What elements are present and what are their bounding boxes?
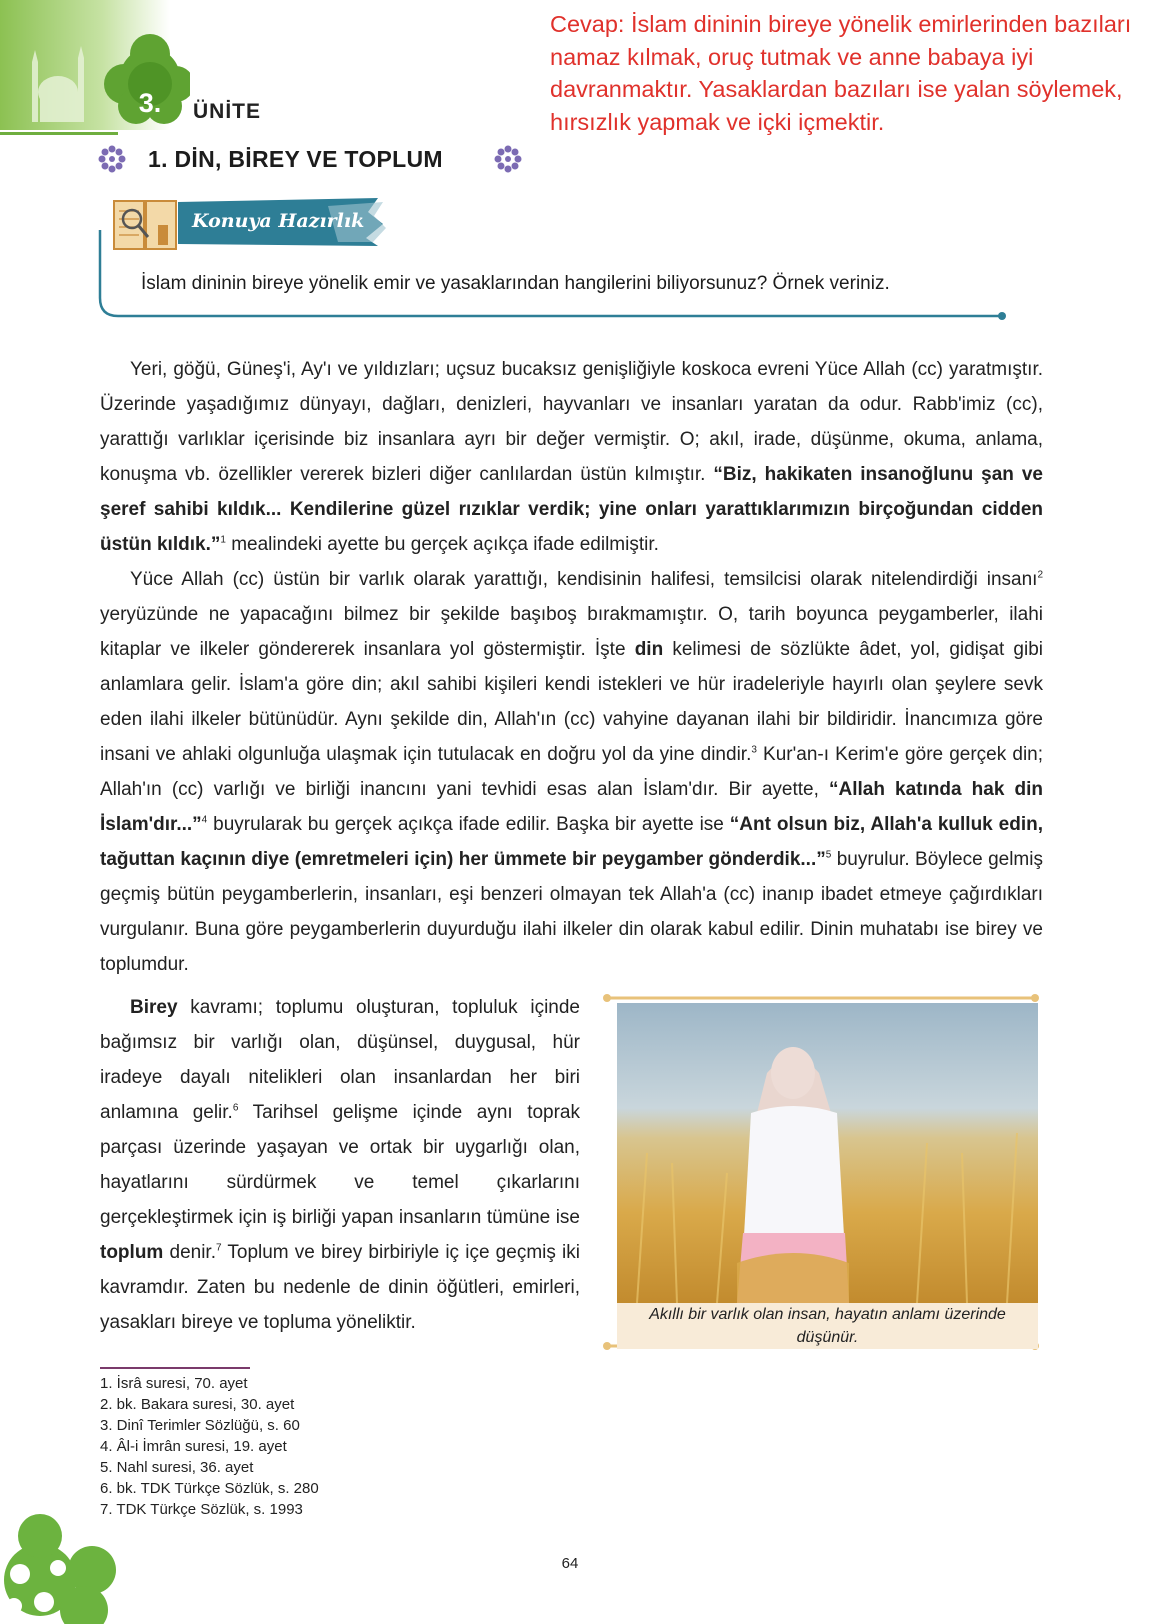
unit-label: ÜNİTE <box>193 100 261 123</box>
footnote: 1. İsrâ suresi, 70. ayet <box>100 1375 248 1392</box>
footnote: 2. bk. Bakara suresi, 30. ayet <box>100 1396 295 1413</box>
footnote: 7. TDK Türkçe Sözlük, s. 1993 <box>100 1501 303 1518</box>
field-photo <box>617 1003 1038 1303</box>
header-divider <box>0 132 118 135</box>
footnote: 4. Âl-i İmrân suresi, 19. ayet <box>100 1438 287 1455</box>
paragraph: Yeri, göğü, Güneş'i, Ay'ı ve yıldızları; uçsuz bucaksız genişliğiyle koskoca evreni Yüce Allah (cc) yaratmıştır. Üzerinde yaşadığımız dünyayı, dağları, denizleri, hayvanları ve insanları yaratan da odur. Rabb'imiz (cc), yarattığı varlıklar içerisinde biz insanlara ayrı bir değer vermiştir. O; akıl, irade, düşünme, okuma, anlama, konuşma vb. özellikler vererek bizleri diğer canlılardan üstün kılmıştır. “Biz, hakikaten insanoğlunu şan ve şeref sahibi kıldık... Kendilerine güzel rızıklar verdik; yine onları yarattıklarımızın birçoğundan cidden üstün kıldık.”$^1$ mealindeki ayette bu gerçek açıkça ifade edilmiştir. <box>100 359 1043 555</box>
footnote: 6. bk. TDK Türkçe Sözlük, s. 280 <box>100 1480 319 1497</box>
answer-note: Cevap: İslam dininin bireye yönelik emirlerinden bazıları namaz kılmak, oruç tutmak ve anne babaya iyi davranmaktır. Yasaklardan bazıları ise yalan söylemek, hırsızlık yapmak ve içki içmektir. <box>550 11 1132 135</box>
body-text-column <box>100 990 580 1340</box>
footnote: 3. Dinî Terimler Sözlüğü, s. 60 <box>100 1417 300 1434</box>
figure-caption: Akıllı bir varlık olan insan, hayatın anlamı üzerinde düşünür. <box>617 1303 1038 1349</box>
book-icon <box>110 195 180 255</box>
body-text <box>100 352 1043 982</box>
prep-question: İslam dininin bireye yönelik emir ve yasaklarından hangilerini biliyorsunuz? Örnek veriniz. <box>141 273 890 294</box>
paragraph: Birey kavramı; toplumu oluşturan, topluluk içinde bağımsız bir varlığı olan, düşünsel, duygusal, hür iradeye dayalı nitelikleri olan insanlardan her biri anlamına gelir.$^6$ Tarihsel gelişme içinde aynı toprak parçası üzerinde yaşayan ve ortak bir uygarlığı olan, hayatlarını sürdürmek ve temel çıkarlarını gerçekleştirmek için iş birliği yapan insanların tümüne ise toplum denir.$^7$ Toplum ve birey birbiriyle iç içe geçmiş iki kavramdır. Zaten bu nedenle de dinin öğütleri, emirleri, yasakları bireye ve topluma yöneliktir. <box>100 997 580 1333</box>
flower-decoration <box>0 1510 150 1624</box>
section-title: 1. DİN, BİREY VE TOPLUM <box>148 146 443 172</box>
rosette-icon <box>98 145 126 173</box>
footnote-list <box>100 1373 319 1520</box>
page-number: 64 <box>561 1555 579 1572</box>
paragraph: Yüce Allah (cc) üstün bir varlık olarak yarattığı, kendisinin halifesi, temsilcisi olarak nitelendirdiği insanı$^2$ yeryüzünde ne yapacağını bilmez bir şekilde başıboş bırakmamıştır. O, tarih boyunca peygamberler, ilahi kitaplar ve ilkeler göndererek insanlara yol göstermiştir. İşte din kelimesi de sözlükte âdet, yol, gidişat gibi anlamlara gelir. İslam'a göre din; akıl sahibi kişileri kendi istekleri ve hür iradeleriyle hayırlı olan şeylere sevk eden ilahi ilkeler bütünüdür. Aynı şekilde din, Allah'ın (cc) vahyine dayanan ilahi bir bildiridir. İnancımıza göre insani ve ahlaki olgunluğa ulaşmak için tutulacak en doğru yol da yine dindir.$^3$ Kur'an-ı Kerim'e göre gerçek din; Allah'ın (cc) varlığı ve birliği inancını yani tevhidi esas alan İslam'dır. Bir ayette, “Allah katında hak din İslam'dır...”$^4$ buyrularak bu gerçek açıkça ifade edilir. Başka bir ayette ise “Ant olsun biz, Allah'a kulluk edin, tağuttan kaçının diye (emretmeleri için) her ümmete bir peygamber gönderdik...”$^5$ buyrulur. Böylece gelmiş geçmiş bütün peygamberlerin, insanları, eşi benzeri olmayan tek Allah'a (cc) inanıp ibadet etmeye çağırdıkları vurgulanır. Buna göre peygamberlerin duyurduğu ilahi ilkeler din olarak kabul edilir. Dinin muhatabı ise birey ve toplumdur. <box>100 569 1044 975</box>
footnote: 5. Nahl suresi, 36. ayet <box>100 1459 254 1476</box>
footnote-divider <box>100 1367 250 1369</box>
unit-number: 3. <box>138 88 162 118</box>
rosette-icon <box>494 145 522 173</box>
prep-title: Konuya Hazırlık <box>192 210 365 232</box>
